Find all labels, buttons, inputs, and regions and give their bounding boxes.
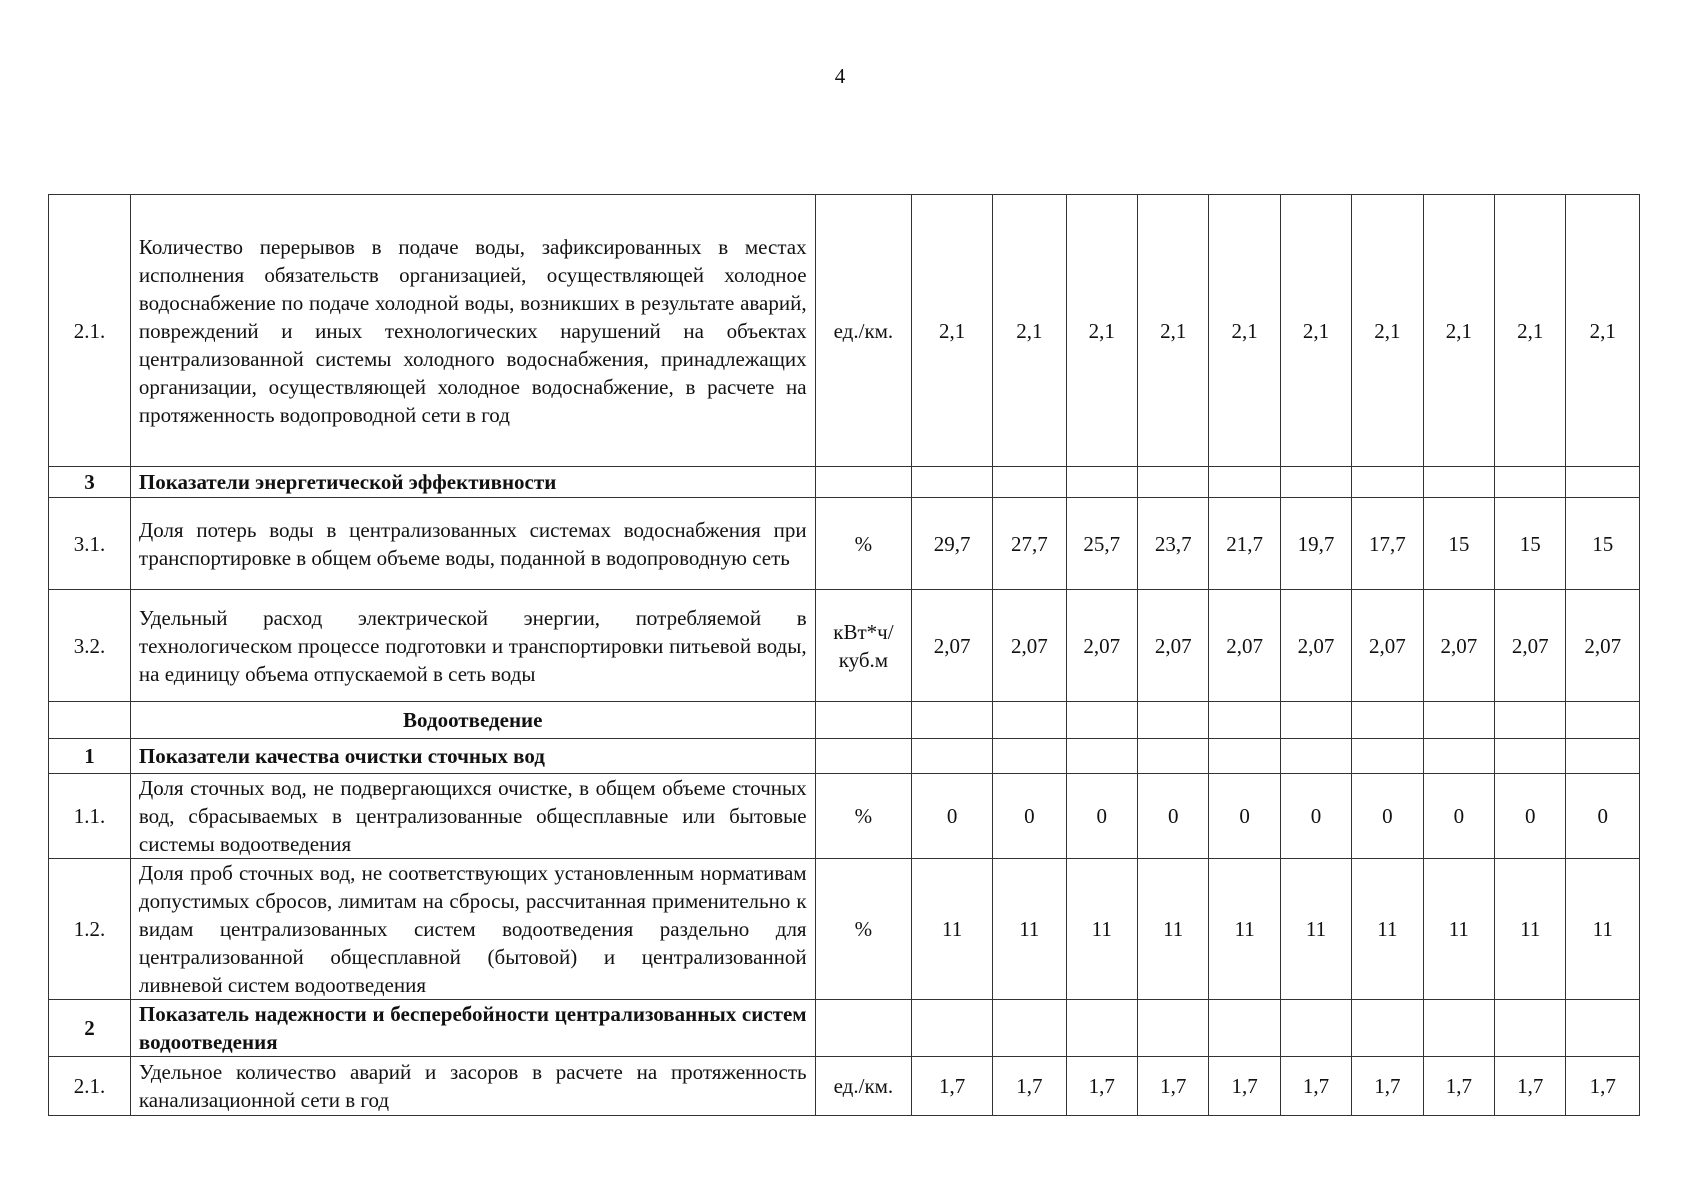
- empty-cell: [1566, 467, 1640, 498]
- value-cell: 25,7: [1066, 498, 1137, 590]
- empty-cell: [1423, 1000, 1494, 1057]
- value-cell: 1,7: [1066, 1057, 1137, 1116]
- value-cell: 2,07: [1066, 590, 1137, 702]
- table-row-group-header: [49, 1000, 1640, 1057]
- unit-cell: [815, 590, 912, 702]
- value-cell: 0: [1280, 774, 1351, 859]
- empty-cell: [993, 739, 1067, 774]
- value-cell: 2,1: [1423, 195, 1494, 467]
- value-cell: 2,07: [1209, 590, 1280, 702]
- empty-cell: [1137, 1000, 1208, 1057]
- empty-cell: [1280, 739, 1351, 774]
- empty-cell: [1495, 739, 1566, 774]
- value-cell: 2,1: [1280, 195, 1351, 467]
- unit-cell: %: [815, 774, 912, 859]
- value-cell: 11: [1352, 859, 1423, 1000]
- indicator-name: Удельное количество аварий и засоров в расчете на протяженность канализационной сети в год: [130, 1057, 815, 1116]
- empty-cell: [993, 1000, 1067, 1057]
- empty-cell: [1566, 739, 1640, 774]
- empty-cell: [1423, 467, 1494, 498]
- value-cell: 11: [1423, 859, 1494, 1000]
- empty-cell: [815, 1000, 912, 1057]
- table-row: [49, 859, 1640, 1000]
- value-cell: 1,7: [1280, 1057, 1351, 1116]
- value-cell: 2,1: [1066, 195, 1137, 467]
- empty-cell: [49, 702, 131, 739]
- value-cell: 2,07: [912, 590, 993, 702]
- row-number: 2.1.: [49, 1057, 131, 1116]
- value-cell: 23,7: [1137, 498, 1208, 590]
- empty-cell: [912, 467, 993, 498]
- value-cell: 11: [1495, 859, 1566, 1000]
- empty-cell: [1566, 702, 1640, 739]
- indicator-name: Доля потерь воды в централизованных системах водоснабжения при транспортировке в общем объеме воды, поданной в водопроводную сеть: [130, 498, 815, 590]
- value-cell: 0: [1137, 774, 1208, 859]
- page-number: 4: [834, 64, 846, 88]
- unit-line: кВт*ч/: [833, 619, 894, 644]
- empty-cell: [1209, 1000, 1280, 1057]
- value-cell: 2,07: [1566, 590, 1640, 702]
- empty-cell: [815, 739, 912, 774]
- empty-cell: [1137, 467, 1208, 498]
- empty-cell: [912, 739, 993, 774]
- empty-cell: [1280, 467, 1351, 498]
- value-cell: 0: [1352, 774, 1423, 859]
- value-cell: 15: [1423, 498, 1494, 590]
- empty-cell: [1352, 702, 1423, 739]
- value-cell: 1,7: [1566, 1057, 1640, 1116]
- value-cell: 11: [1137, 859, 1208, 1000]
- value-cell: 2,07: [1352, 590, 1423, 702]
- table-row: [49, 498, 1640, 590]
- value-cell: 0: [993, 774, 1067, 859]
- row-number: 1.1.: [49, 774, 131, 859]
- value-cell: 1,7: [1423, 1057, 1494, 1116]
- value-cell: 0: [1495, 774, 1566, 859]
- empty-cell: [1280, 1000, 1351, 1057]
- value-cell: 2,1: [1352, 195, 1423, 467]
- empty-cell: [912, 702, 993, 739]
- group-title: Показатели качества очистки сточных вод: [130, 739, 815, 774]
- row-number: 2.1.: [49, 195, 131, 467]
- empty-cell: [1566, 1000, 1640, 1057]
- unit-cell: %: [815, 859, 912, 1000]
- row-number: 3.2.: [49, 590, 131, 702]
- row-number: 2: [49, 1000, 131, 1057]
- value-cell: 11: [1066, 859, 1137, 1000]
- empty-cell: [1352, 739, 1423, 774]
- empty-cell: [1066, 1000, 1137, 1057]
- value-cell: 0: [1566, 774, 1640, 859]
- empty-cell: [1352, 1000, 1423, 1057]
- empty-cell: [1066, 467, 1137, 498]
- value-cell: 0: [1423, 774, 1494, 859]
- value-cell: 15: [1566, 498, 1640, 590]
- empty-cell: [1495, 702, 1566, 739]
- value-cell: 11: [1280, 859, 1351, 1000]
- empty-cell: [1209, 702, 1280, 739]
- value-cell: 0: [912, 774, 993, 859]
- value-cell: 17,7: [1352, 498, 1423, 590]
- value-cell: 1,7: [1137, 1057, 1208, 1116]
- indicator-name: Удельный расход электрической энергии, потребляемой в технологическом процессе подготовки и транспортировки питьевой воды, на единицу объема отпускаемой в сеть воды: [130, 590, 815, 702]
- value-cell: 11: [1209, 859, 1280, 1000]
- value-cell: 2,07: [1137, 590, 1208, 702]
- value-cell: 1,7: [1352, 1057, 1423, 1116]
- value-cell: 1,7: [993, 1057, 1067, 1116]
- empty-cell: [1066, 739, 1137, 774]
- value-cell: 2,1: [1566, 195, 1640, 467]
- table-row: [49, 195, 1640, 467]
- empty-cell: [1209, 467, 1280, 498]
- value-cell: 27,7: [993, 498, 1067, 590]
- empty-cell: [1209, 739, 1280, 774]
- table-row: [49, 1057, 1640, 1116]
- value-cell: 2,07: [993, 590, 1067, 702]
- empty-cell: [1066, 702, 1137, 739]
- value-cell: 19,7: [1280, 498, 1351, 590]
- value-cell: 1,7: [1209, 1057, 1280, 1116]
- empty-cell: [815, 467, 912, 498]
- row-number: 3.1.: [49, 498, 131, 590]
- table-row-group-header: [49, 739, 1640, 774]
- unit-cell: ед./км.: [815, 195, 912, 467]
- empty-cell: [993, 702, 1067, 739]
- value-cell: 2,07: [1280, 590, 1351, 702]
- value-cell: 2,1: [993, 195, 1067, 467]
- value-cell: 2,07: [1423, 590, 1494, 702]
- table-row-section: [49, 702, 1640, 739]
- section-title: Водоотведение: [130, 702, 815, 739]
- value-cell: 2,1: [1209, 195, 1280, 467]
- row-number: 3: [49, 467, 131, 498]
- value-cell: 1,7: [1495, 1057, 1566, 1116]
- value-cell: 2,1: [1137, 195, 1208, 467]
- value-cell: 21,7: [1209, 498, 1280, 590]
- row-number: 1: [49, 739, 131, 774]
- indicators-table: [48, 194, 1640, 1116]
- empty-cell: [1280, 702, 1351, 739]
- empty-cell: [815, 702, 912, 739]
- empty-cell: [1495, 467, 1566, 498]
- empty-cell: [1423, 702, 1494, 739]
- indicator-name: Доля сточных вод, не подвергающихся очистке, в общем объеме сточных вод, сбрасываемых в централизованные общесплавные или бытовые системы водоотведения: [130, 774, 815, 859]
- indicator-name: Количество перерывов в подаче воды, зафиксированных в местах исполнения обязательств организацией, осуществляющей холодное водоснабжение по подаче холодной воды, возникших в результате аварий, повреждений и иных технологических нарушений на объектах централизованной системы холодного водоснабжения, принадлежащих организации, осуществляющей холодное водоснабжение, в расчете на протяженность водопроводной сети в год: [130, 195, 815, 467]
- row-number: 1.2.: [49, 859, 131, 1000]
- value-cell: 11: [993, 859, 1067, 1000]
- group-title: Показатели энергетической эффективности: [130, 467, 815, 498]
- group-title: Показатель надежности и бесперебойности централизованных систем водоотведения: [130, 1000, 815, 1057]
- empty-cell: [993, 467, 1067, 498]
- empty-cell: [912, 1000, 993, 1057]
- table-row: [49, 590, 1640, 702]
- value-cell: 11: [912, 859, 993, 1000]
- value-cell: 2,1: [1495, 195, 1566, 467]
- value-cell: 1,7: [912, 1057, 993, 1116]
- value-cell: 29,7: [912, 498, 993, 590]
- empty-cell: [1495, 1000, 1566, 1057]
- value-cell: 15: [1495, 498, 1566, 590]
- unit-line: куб.м: [838, 647, 889, 672]
- value-cell: 2,07: [1495, 590, 1566, 702]
- value-cell: 0: [1066, 774, 1137, 859]
- value-cell: 11: [1566, 859, 1640, 1000]
- empty-cell: [1423, 739, 1494, 774]
- value-cell: 2,1: [912, 195, 993, 467]
- empty-cell: [1352, 467, 1423, 498]
- indicator-name: Доля проб сточных вод, не соответствующих установленным нормативам допустимых сбросов, лимитам на сбросы, рассчитанная применительно к видам централизованных систем водоотведения раздельно для централизованной общесплавной (бытовой) и централизованной ливневой систем водоотведения: [130, 859, 815, 1000]
- unit-cell: %: [815, 498, 912, 590]
- table-row: [49, 774, 1640, 859]
- empty-cell: [1137, 739, 1208, 774]
- empty-cell: [1137, 702, 1208, 739]
- table-row-group-header: [49, 467, 1640, 498]
- value-cell: 0: [1209, 774, 1280, 859]
- unit-cell: ед./км.: [815, 1057, 912, 1116]
